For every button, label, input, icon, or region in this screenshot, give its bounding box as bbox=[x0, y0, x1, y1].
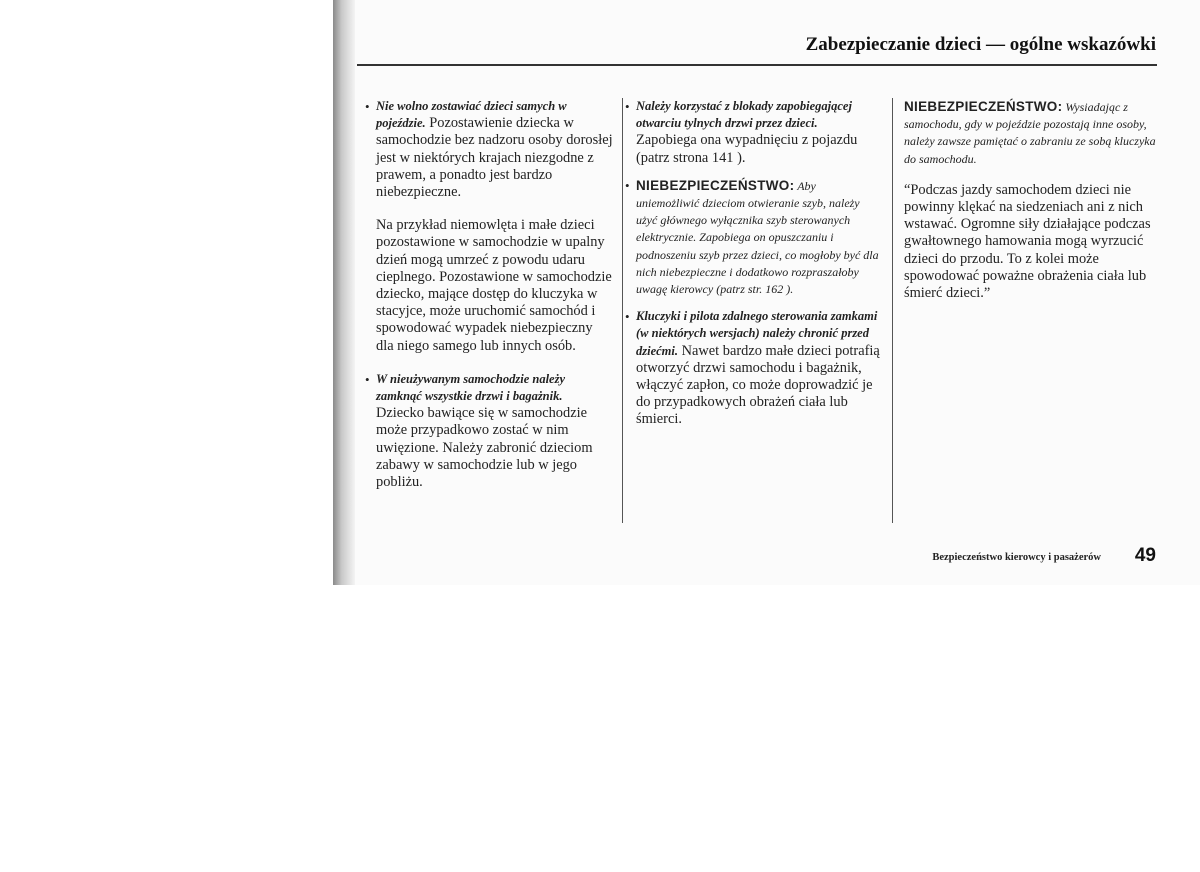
bullet-glyph: • bbox=[625, 309, 630, 325]
warning-text: Aby uniemożliwić dzieciom otwieranie szyb, należy użyć głównego wyłącznika szyb sterowanych elektrycznie. Zapobiega on opuszczaniu i podnoszeniu szyb przez dzieci, co mogłoby być dla nich niebezpieczne i dodatkowo rozpraszałoby uwagę kierowcy (patrz str. 162 ). bbox=[636, 178, 879, 297]
bullet-item-leave-children bbox=[365, 98, 613, 201]
binding-shadow bbox=[333, 0, 355, 585]
bullet-glyph: • bbox=[625, 99, 630, 114]
bullet-glyph: • bbox=[625, 177, 630, 193]
quote-paragraph: “Podczas jazdy samochodem dzieci nie powinny klękać na siedzeniach ani z nich wstawać. Ogromne siły działające podczas gwałtownego hamowania mogą wyrzucić dzieci do przodu. To z kolei może spowodować poważne obrażenia ciała lub śmierć dzieci.” bbox=[904, 181, 1151, 302]
header-rule bbox=[357, 64, 1157, 66]
paragraph-heatstroke: Na przykład niemowlęta i małe dzieci pozostawione w samochodzie w upalny dzień mogą umrzeć z powodu udaru cieplnego. Pozostawione w samochodzie dziecko, mające dostęp do kluczyka w stacyjce, może uruchomić samochód i spowodować wypadek niebezpieczny dla niego samego lub innych osób. bbox=[376, 217, 612, 354]
bullet-item-window-warning bbox=[625, 177, 880, 298]
page-title: Zabezpieczanie dzieci — ogólne wskazówki bbox=[805, 34, 1156, 55]
item-heading: Należy korzystać z blokady zapobiegającej otwarciu tylnych drzwi przez dzieci. bbox=[636, 99, 852, 131]
column-3 bbox=[904, 98, 1161, 302]
page-number: 49 bbox=[1134, 545, 1156, 566]
item-heading: Nie wolno zostawiać dzieci samych w pojeździe. bbox=[376, 99, 567, 131]
warning-text: Wysiadając z samochodu, gdy w pojeździe pozostają inne osoby, należy zawsze pamiętać o zabraniu ze sobą kluczyka do samochodu. bbox=[904, 100, 1156, 166]
bullet-item-keys bbox=[625, 308, 880, 428]
item-heading: W nieużywanym samochodzie należy zamknąć wszystkie drzwi i bagażnik. bbox=[376, 371, 566, 404]
warning-label: NIEBEZPIECZEŃSTWO: bbox=[904, 99, 1063, 114]
item-text: Nawet bardzo małe dzieci potrafią otworzyć drzwi samochodu i bagażnik, włączyć zapłon, co może doprowadzić je do przypadkowych obrażeń ciała lub śmierci. bbox=[636, 342, 880, 428]
warning-box bbox=[904, 98, 1161, 168]
item-text: Dziecko bawiące się w samochodzie może przypadkowo zostać w nim uwięzione. Należy zabronić dzieciom zabawy w samochodzie lub w jego pobliżu. bbox=[376, 405, 593, 491]
bullet-item-child-lock bbox=[625, 98, 880, 167]
bullet-glyph: • bbox=[365, 99, 370, 114]
item-heading: Kluczyki i pilota zdalnego sterowania zamkami (w niektórych wersjach) należy chronić przed dziećmi. bbox=[636, 309, 878, 358]
bullet-glyph: • bbox=[365, 371, 370, 387]
manual-page bbox=[333, 0, 1200, 585]
warning-label: NIEBEZPIECZEŃSTWO: bbox=[636, 177, 795, 193]
column-divider bbox=[892, 98, 893, 523]
item-text: Pozostawienie dziecka w samochodzie bez nadzoru osoby dorosłej jest w niektórych krajach niezgodne z prawem, a ponadto jest bardzo niebezpieczne. bbox=[376, 115, 613, 201]
column-1 bbox=[365, 98, 613, 507]
item-text: Zapobiega ona wypadnięciu z pojazdu (patrz strona 141 ). bbox=[636, 132, 858, 166]
footer-section-title: Bezpieczeństwo kierowcy i pasażerów bbox=[932, 552, 1101, 563]
bullet-item-lock-doors bbox=[365, 371, 613, 491]
column-divider bbox=[622, 98, 623, 523]
column-2 bbox=[625, 98, 880, 445]
